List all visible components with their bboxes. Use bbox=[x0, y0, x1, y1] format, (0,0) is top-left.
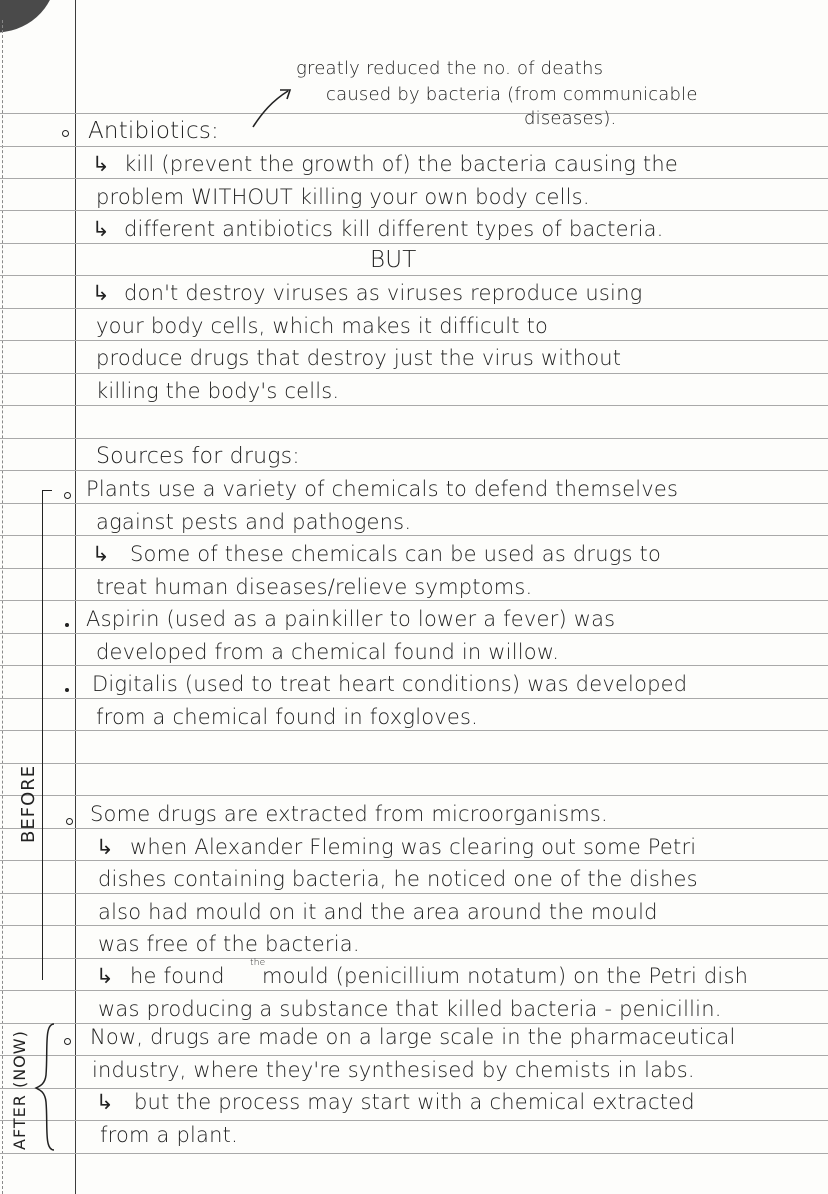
fleming-line2: dishes containing bacteria, he noticed one of the dishes bbox=[98, 867, 698, 891]
open-circle-bullet-icon bbox=[62, 130, 69, 137]
fleming-line4: was free of the bacteria. bbox=[98, 932, 360, 956]
sub-arrow-icon: ↳ bbox=[96, 835, 114, 859]
sub-arrow-icon: ↳ bbox=[92, 542, 110, 566]
now-line1: Now, drugs are made on a large scale in the pharmaceutical bbox=[90, 1025, 736, 1049]
after-brace-icon bbox=[30, 1020, 60, 1155]
margin-line bbox=[75, 0, 76, 1194]
open-circle-bullet-icon bbox=[64, 492, 71, 499]
antibiotics-point3-line1: don't destroy viruses as viruses reproduce using bbox=[124, 281, 643, 305]
antibiotics-point3-line4: killing the body's cells. bbox=[96, 379, 340, 403]
before-bracket-top bbox=[42, 490, 52, 491]
found-prefix: he found bbox=[130, 964, 225, 988]
plants-line1: Plants use a variety of chemicals to defend themselves bbox=[86, 477, 679, 501]
antibiotics-point2: different antibiotics kill different types of bacteria. bbox=[124, 217, 664, 241]
fleming-line3: also had mould on it and the area around the mould bbox=[98, 900, 658, 924]
dot-bullet-icon bbox=[65, 688, 69, 692]
found-insert-word: the bbox=[250, 958, 266, 968]
open-circle-bullet-icon bbox=[64, 1038, 71, 1045]
sub-arrow-icon: ↳ bbox=[92, 281, 110, 305]
now-line2: industry, where they're synthesised by chemists in labs. bbox=[92, 1058, 695, 1082]
antibiotics-point3-line2: your body cells, which makes it difficult to bbox=[96, 314, 549, 338]
before-bracket bbox=[42, 490, 43, 980]
fleming-line1: when Alexander Fleming was clearing out some Petri bbox=[130, 835, 697, 859]
page-edge-line bbox=[2, 20, 3, 1194]
after-now-label: AFTER (NOW) bbox=[10, 1030, 29, 1150]
sub-arrow-icon: ↳ bbox=[92, 152, 110, 176]
digitalis-line2: from a chemical found in foxgloves. bbox=[96, 705, 479, 729]
dot-bullet-icon bbox=[65, 623, 69, 627]
sub-arrow-icon: ↳ bbox=[96, 964, 114, 988]
now-sub-line1: but the process may start with a chemical extracted bbox=[134, 1090, 695, 1114]
open-circle-bullet-icon bbox=[66, 818, 73, 825]
before-label: BEFORE bbox=[18, 764, 39, 843]
aspirin-line1: Aspirin (used as a painkiller to lower a fever) was bbox=[86, 607, 616, 631]
sub-arrow-icon: ↳ bbox=[96, 1090, 114, 1114]
aspirin-line2: developed from a chemical found in willow. bbox=[96, 640, 560, 664]
plants-sub-line2: treat human diseases/relieve symptoms. bbox=[96, 575, 533, 599]
found-line1: mould (penicillium notatum) on the Petri dish bbox=[262, 964, 749, 988]
annotation-arrow-icon bbox=[250, 85, 300, 130]
sub-arrow-icon: ↳ bbox=[92, 217, 110, 241]
antibiotics-point1-line2: problem WITHOUT killing your own body cells. bbox=[96, 185, 590, 209]
plants-sub-line1: Some of these chemicals can be used as drugs to bbox=[130, 542, 662, 566]
plants-line2: against pests and pathogens. bbox=[96, 510, 412, 534]
annotation-line-1: greatly reduced the no. of deaths bbox=[296, 58, 604, 79]
annotation-line-2: caused by bacteria (from communicable bbox=[326, 84, 698, 105]
sources-heading: Sources for drugs: bbox=[96, 444, 300, 469]
antibiotics-point1-line1: kill (prevent the growth of) the bacteria causing the bbox=[124, 152, 678, 176]
microorganisms-line1: Some drugs are extracted from microorganisms. bbox=[90, 802, 608, 826]
found-line2: was producing a substance that killed bacteria - penicillin. bbox=[98, 997, 722, 1021]
but-label: BUT bbox=[370, 247, 417, 273]
digitalis-line1: Digitalis (used to treat heart conditions) was developed bbox=[92, 672, 688, 696]
annotation-line-3: diseases). bbox=[524, 108, 617, 129]
antibiotics-heading: Antibiotics: bbox=[88, 118, 219, 144]
now-sub-line2: from a plant. bbox=[100, 1123, 238, 1147]
page-corner-shadow bbox=[0, 0, 64, 36]
antibiotics-point3-line3: produce drugs that destroy just the virus without bbox=[96, 346, 622, 370]
